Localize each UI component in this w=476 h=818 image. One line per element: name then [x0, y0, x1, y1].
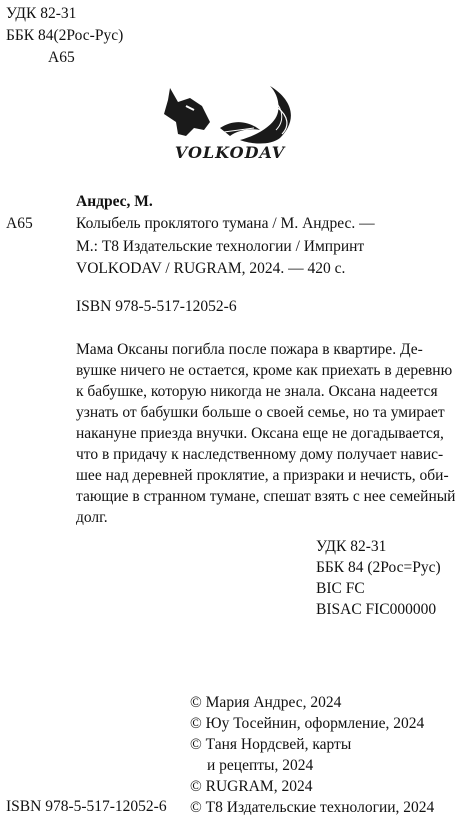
copyright-line: и рецепты, 2024	[207, 757, 314, 774]
bisac-line: BISAC FIC000000	[316, 601, 437, 618]
entry-imprint-line: М.: Т8 Издательские технологии / Импринт	[76, 238, 365, 255]
entry-isbn: ISBN 978-5-517-12052-6	[76, 298, 237, 315]
copyright-line: © Юу Тосейнин, оформление, 2024	[190, 715, 425, 732]
copyright-line: © RUGRAM, 2024	[190, 778, 313, 795]
annotation-line: накануне приезда внучки. Оксана еще не догадывается,	[76, 425, 444, 442]
publisher-logo	[150, 78, 310, 170]
bic-line: BIC FC	[316, 580, 365, 597]
entry-code: А65	[6, 215, 33, 232]
annotation-line: вушке ничего не остается, кроме как приехать в деревню	[76, 362, 453, 379]
wolf-icon	[150, 78, 310, 170]
annotation-line: что в придачу к наследственному дому получает навис-	[76, 446, 444, 463]
entry-publisher-line: VOLKODAV / RUGRAM, 2024. — 420 с.	[76, 260, 346, 277]
copyright-line: © Мария Андрес, 2024	[190, 694, 342, 711]
bbk-line: ББК 84 (2Рос=Рус)	[316, 559, 441, 576]
copyright-block	[190, 692, 434, 818]
udk-code: УДК 82-31	[6, 5, 77, 22]
logo-wordmark: VOLKODAV	[174, 143, 286, 162]
annotation-line: узнать от бабушки больше о своей семье, но та умирает	[76, 404, 445, 421]
entry-author: Андрес, М.	[76, 193, 153, 210]
annotation	[76, 339, 470, 528]
annotation-line: к бабушке, которую никогда не знала. Оксана надеется	[76, 383, 438, 400]
copyright-line: © Таня Нордсвей, карты	[190, 736, 352, 753]
copyright-line: © Т8 Издательские технологии, 2024	[190, 799, 435, 816]
codes-block	[316, 536, 441, 620]
bbk-code: ББК 84(2Рос-Рус)	[6, 27, 124, 44]
udk-line: УДК 82-31	[316, 538, 387, 555]
annotation-line: шее над деревней проклятие, а призраки и нечисть, оби-	[76, 467, 449, 484]
entry-title-line: Колыбель проклятого тумана / М. Андрес. —	[76, 215, 375, 232]
annotation-line: долг.	[76, 509, 108, 526]
author-mark: А65	[48, 49, 75, 66]
annotation-line: тающие в странном тумане, спешат взять с нее семейный	[76, 488, 456, 505]
bottom-isbn: ISBN 978-5-517-12052-6	[6, 798, 167, 815]
annotation-line: Мама Оксаны погибла после пожара в квартире. Де-	[76, 341, 423, 358]
